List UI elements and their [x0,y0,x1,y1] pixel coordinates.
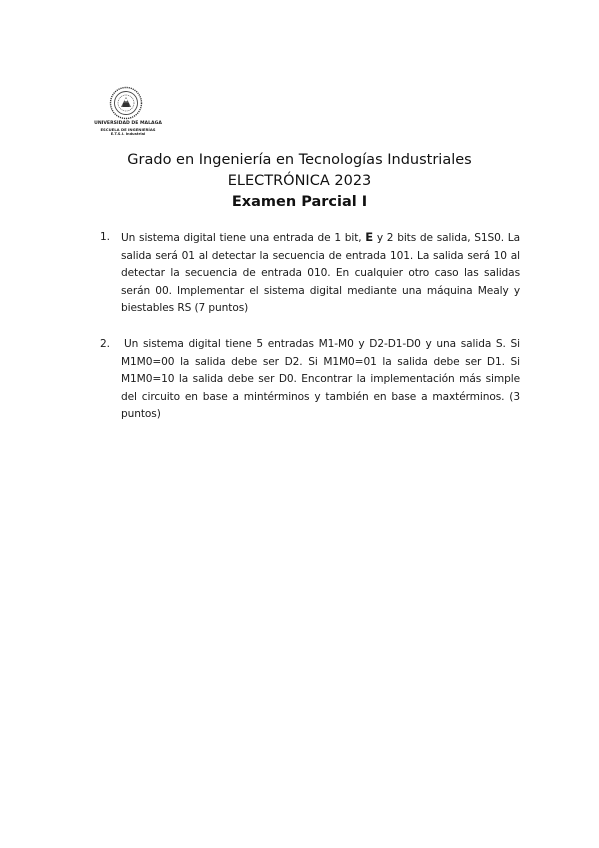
degree-title: Grado en Ingeniería en Tecnologías Industriales [127,152,472,168]
course-title: ELECTRÓNICA 2023 [227,173,372,189]
question-number: 2. [100,337,110,350]
logo-university-name: UNIVERSIDAD DE MALAGA [94,121,162,126]
exam-header [0,150,599,213]
university-seal-icon [108,86,144,120]
university-logo [86,86,170,138]
question-text: Un sistema digital tiene 5 entradas M1-M0 y D2-D1-D0 y una salida S. Si M1M0=00 la salida debe ser D2. Si M1M0=01 la salida debe ser D1. Si M1M0=10 la salida debe ser D0. Encontrar la implementación más simple del circuito en base a mintérminos y también en base a maxtérminos. (3 puntos) [121,337,520,421]
exam-title: Examen Parcial I [231,194,368,210]
logo-school-subname: E.T.S.I. Industrial [110,132,146,136]
question-text-part2: y 2 bits de salida, S1S0. La salida será 01 al detectar la secuencia de entrada 101. La salida será 10 al detectar la secuencia de entrada 010. En cualquier otro caso las salidas serán 00. Implementar el sistema digital mediante una máquina Mealy y biestables RS (7 puntos) [121,232,520,315]
question-2 [100,336,520,424]
question-1 [100,229,520,318]
question-number: 1. [100,231,110,243]
input-variable-e: E [365,230,374,244]
question-list [100,229,520,424]
question-text-part1: Un sistema digital tiene una entrada de 1 bit, [121,232,366,244]
logo-school-name: ESCUELA DE INGENIERÍAS [100,127,156,132]
